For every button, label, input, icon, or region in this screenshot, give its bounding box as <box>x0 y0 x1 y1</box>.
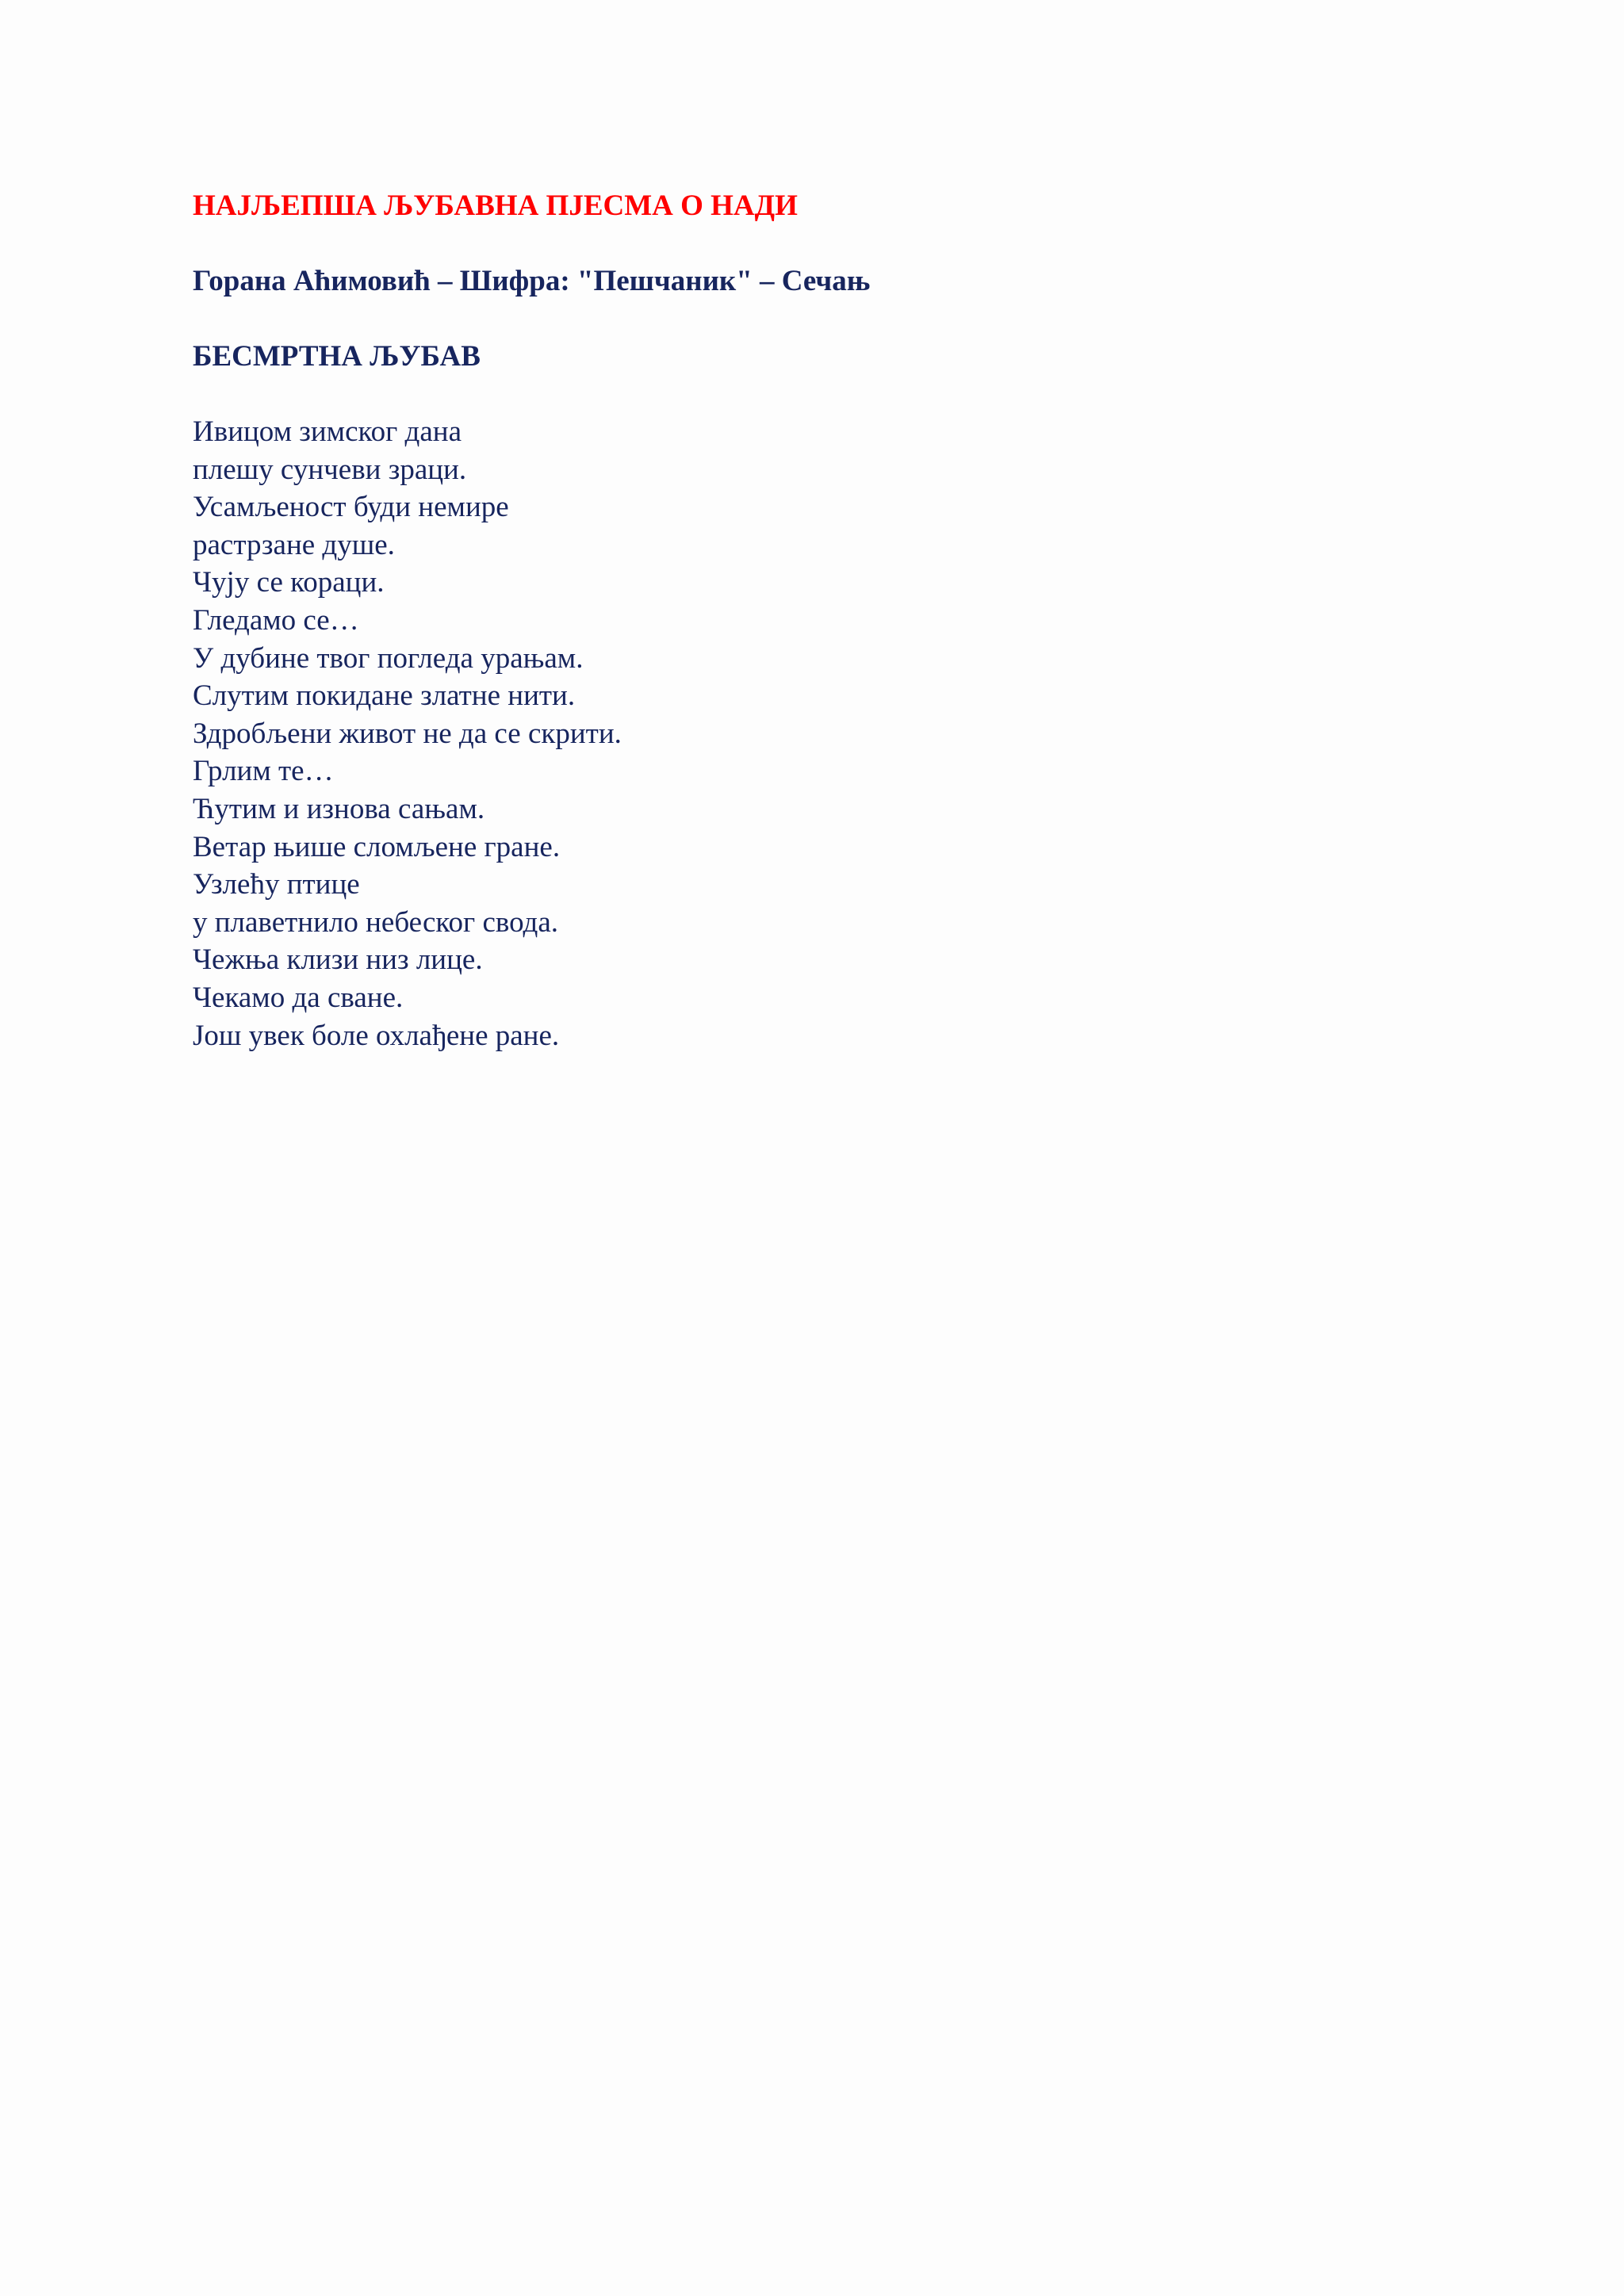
poem-line: у плаветнило небеског свода. <box>193 905 559 939</box>
poem-line: Узлећу птице <box>193 868 360 901</box>
poem-line: Још увек боле охлађене ране. <box>193 1019 560 1052</box>
header-title: НАЈЉЕПША ЉУБАВНА ПЈЕСМА О НАДИ <box>193 189 798 222</box>
poem-line: растрзане душе. <box>193 528 395 561</box>
poem-line: Чују се кораци. <box>193 566 385 599</box>
poem-line: Грлим те… <box>193 755 334 788</box>
author-line: Горана Аћимовић – Шифра: "Пешчаник" – Сечањ <box>193 265 871 297</box>
poem-line: Ивицом зимског дана <box>193 415 462 448</box>
poem-line: У дубине твог погледа урањам. <box>193 641 584 675</box>
poem-body <box>193 413 1430 1054</box>
poem-line: плешу сунчеви зраци. <box>193 453 467 486</box>
poem-title: БЕСМРТНА ЉУБАВ <box>193 340 481 373</box>
poem-line: Ћутим и изнова сањам. <box>193 792 485 825</box>
poem-line: Здробљени живот не да се скрити. <box>193 717 622 750</box>
poem-line: Чежња клизи низ лице. <box>193 943 483 977</box>
poem-line: Чекамо да сване. <box>193 981 404 1014</box>
poem-line: Гледамо се… <box>193 603 359 637</box>
document-content <box>193 187 1430 1054</box>
poem-line: Слутим покидане златне нити. <box>193 679 576 713</box>
poem-line: Усамљеност буди немире <box>193 491 509 524</box>
poem-line: Ветар њише сломљене гране. <box>193 830 561 863</box>
